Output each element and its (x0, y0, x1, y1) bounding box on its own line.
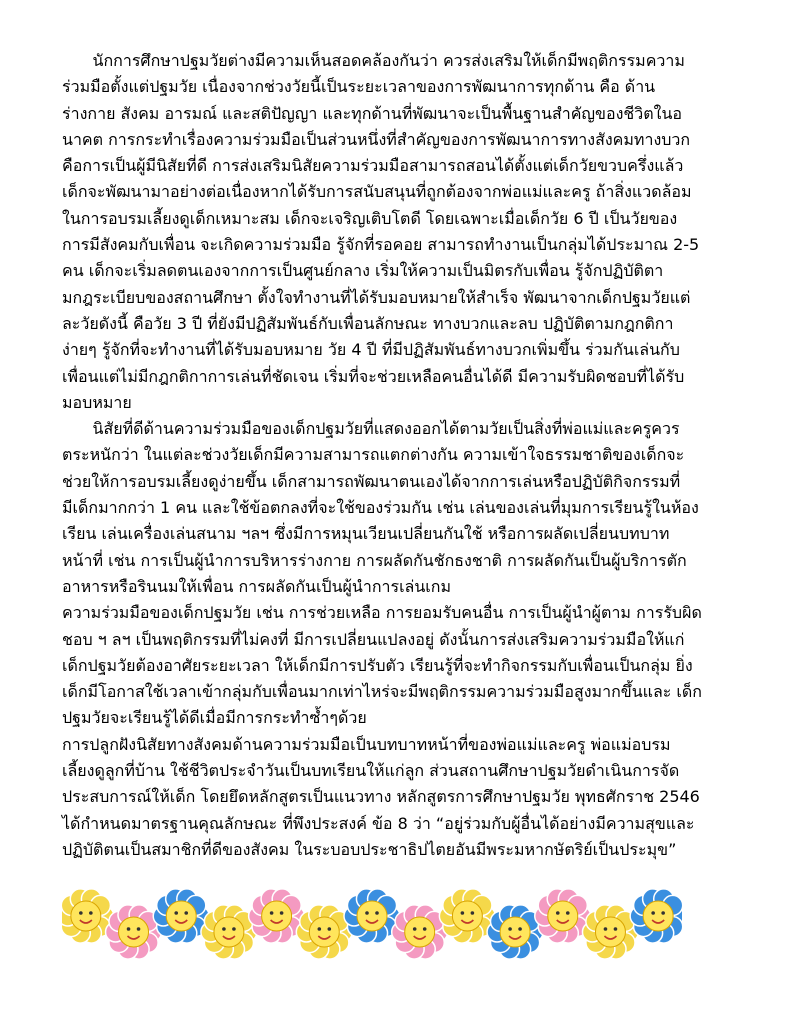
text-line: การมีสังคมกับเพื่อน จะเกิดความร่วมมือ รู้จักที่รอคอย สามารถทำงานเป็นกลุ่มได้ประมาณ 2-5 (62, 235, 700, 255)
text-line: คือการเป็นผู้มีนิสัยที่ดี การส่งเสริมนิสัยความร่วมมือสามารถสอนได้ตั้งแต่เด็กวัยขวบครึ่งแล้ว (62, 156, 684, 176)
text-line: มีเด็กมากกว่า 1 คน และใช้ข้อตกลงที่จะใช้ของร่วมกัน เช่น เล่นของเล่นที่มุมการเรียนรู้ในห้อง (62, 498, 699, 518)
text-line: มกฎระเบียบของสถานศึกษา ตั้งใจทำงานที่ได้รับมอบหมายให้สำเร็จ พัฒนาจากเด็กปฐมวัยแต่ (62, 287, 691, 307)
text-line: ร่างกาย สังคม อารมณ์ และสติปัญญา และทุกด้านที่พัฒนาจะเป็นพื้นฐานสำคัญของชีวิตในอ (62, 103, 682, 123)
text-line: เรียน เล่นเครื่องเล่นสนาม ฯลฯ ซึ่งมีการหมุนเวียนเปลี่ยนกันใช้ หรือการผลัดเปลี่ยนบทบาท (62, 524, 670, 544)
paragraph-3 (62, 600, 747, 731)
text-line: ความร่วมมือของเด็กปฐมวัย เช่น การช่วยเหลือ การยอมรับคนอื่น การเป็นผู้นำผู้ตาม การรับผิด (62, 603, 702, 623)
flower-border (62, 880, 682, 970)
text-line: ปฐมวัยจะเรียนรู้ได้ดีเมื่อมีการกระทำซ้ำๆด้วย (62, 708, 367, 728)
text-line: ละวัยดังนี้ คือวัย 3 ปี ที่ยังมีปฏิสัมพันธ์กับเพื่อนลักษณะ ทางบวกและลบ ปฏิบัติตามกฎกติกา (62, 313, 674, 333)
text-line: มอบหมาย (62, 392, 132, 412)
text-line: ประสบการณ์ให้เด็ก โดยยึดหลักสูตรเป็นแนวทาง หลักสูตรการศึกษาปฐมวัย พุทธศักราช 2546 (62, 787, 700, 807)
text-line: ชอบ ฯ ลฯ เป็นพฤติกรรมที่ไม่คงที่ มีการเปลี่ยนแปลงอยู่ ดังนั้นการส่งเสริมความร่วมมือให้แก่ (62, 629, 685, 649)
text-line: นาคต การกระทำเรื่องความร่วมมือเป็นส่วนหนึ่งที่สำคัญของการพัฒนาการทางสังคมทางบวก (62, 129, 691, 149)
text-line: ช่วยให้การอบรมเลี้ยงดูง่ายขึ้น เด็กสามารถพัฒนาตนเองได้จากการเล่นหรือปฏิบัติกิจกรรมที่ (62, 471, 681, 491)
document-body (62, 48, 747, 863)
text-line: เด็กมีโอกาสใช้เวลาเข้ากลุ่มกับเพื่อนมากเท่าไหร่จะมีพฤติกรรมความร่วมมือสูงมากขึ้นและ เด็ก (62, 682, 702, 702)
text-line: อาหารหรือรินนมให้เพื่อน การผลัดกันเป็นผู้นำการเล่นเกม (62, 576, 451, 596)
text-line: ปฏิบัติตนเป็นสมาชิกที่ดีของสังคม ในระบอบประชาธิปไตยอันมีพระมหากษัตริย์เป็นประมุข” (62, 839, 677, 859)
text-line: ง่ายๆ รู้จักที่จะทำงานที่ได้รับมอบหมาย วัย 4 ปี ที่มีปฏิสัมพันธ์ทางบวกเพิ่มขึ้น ร่วมกันเล่นกับ (62, 340, 680, 360)
text-line: นิสัยที่ดีด้านความร่วมมือของเด็กปฐมวัยที่แสดงออกได้ตามวัยเป็นสิ่งที่พ่อแม่และครูควร (62, 419, 680, 439)
text-line: เลี้ยงดูลูกที่บ้าน ใช้ชีวิตประจำวันเป็นบทเรียนให้แก่ลูก ส่วนสถานศึกษาปฐมวัยดำเนินการจัด (62, 761, 680, 781)
text-line: หน้าที่ เช่น การเป็นผู้นำการบริหารร่างกาย การผลัดกันชักธงชาติ การผลัดกันเป็นผู้บริการตัก (62, 550, 687, 570)
text-line: ในการอบรมเลี้ยงดูเด็กเหมาะสม เด็กจะเจริญเติบโตดี โดยเฉพาะเมื่อเด็กวัย 6 ปี เป็นวัยของ (62, 208, 678, 228)
text-line: เด็กจะพัฒนามาอย่างต่อเนื่องหากได้รับการสนับสนุนที่ถูกต้องจากพ่อแม่และครู ถ้าสิ่งแวดล้อม (62, 182, 692, 202)
text-line: นักการศึกษาปฐมวัยต่างมีความเห็นสอดคล้องกันว่า ควรส่งเสริมให้เด็กมีพฤติกรรมความ (62, 51, 685, 70)
paragraph-1 (62, 48, 747, 416)
smiling-flower-icon (630, 889, 682, 943)
text-line: ตระหนักว่า ในแต่ละช่วงวัยเด็กมีความสามารถแตกต่างกัน ความเข้าใจธรรมชาติของเด็กจะ (62, 445, 685, 465)
text-line: ร่วมมือตั้งแต่ปฐมวัย เนื่องจากช่วงวัยนี้เป็นระยะเวลาของการพัฒนาการทุกด้าน คือ ด้าน (62, 77, 656, 97)
paragraph-4 (62, 732, 747, 863)
text-line: เพื่อนแต่ไม่มีกฎกติกาการเล่นที่ชัดเจน เริ่มที่จะช่วยเหลือคนอื่นได้ดี มีความรับผิดชอบที่ได้รับ (62, 366, 685, 386)
text-line: การปลูกฝังนิสัยทางสังคมด้านความร่วมมือเป็นบทบาทหน้าที่ของพ่อแม่และครู พ่อแม่อบรม (62, 734, 671, 754)
text-line: คน เด็กจะเริ่มลดตนเองจากการเป็นศูนย์กลาง เริ่มให้ความเป็นมิตรกับเพื่อน รู้จักปฏิบัติตา (62, 261, 664, 281)
text-line: ได้กำหนดมาตรฐานคุณลักษณะ ที่พึงประสงค์ ข้อ 8 ว่า “อยู่ร่วมกับผู้อื่นได้อย่างมีความสุขและ (62, 813, 695, 833)
text-line: เด็กปฐมวัยต้องอาศัยระยะเวลา ให้เด็กมีการปรับตัว เรียนรู้ที่จะทำกิจกรรมกับเพื่อนเป็นกลุ่ม ยิ่ง (62, 655, 693, 675)
paragraph-2 (62, 416, 747, 600)
